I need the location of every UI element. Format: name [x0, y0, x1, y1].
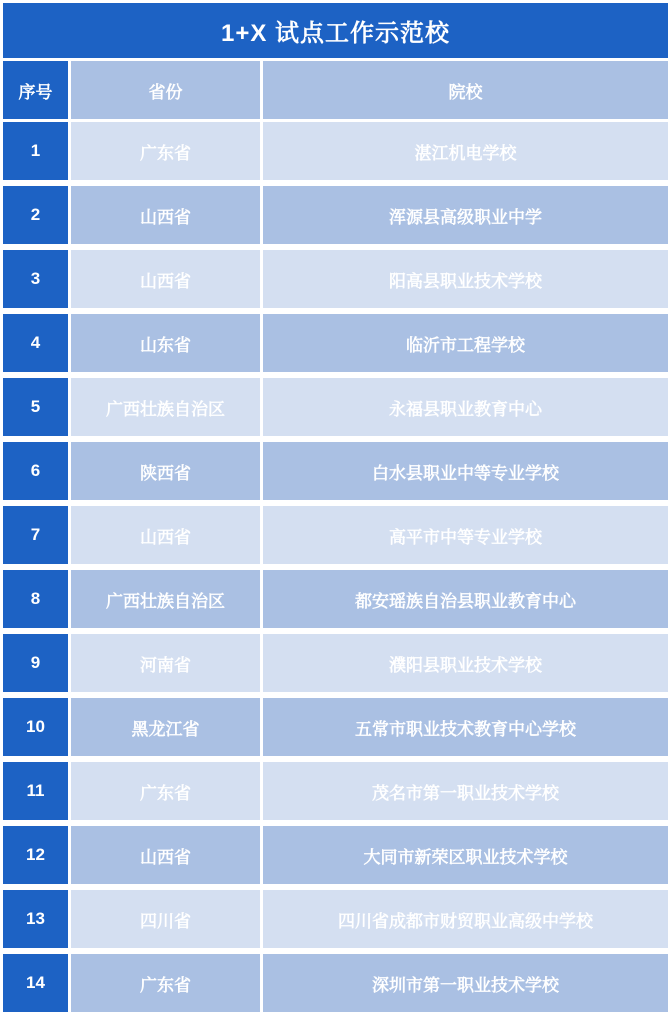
- row-school-cell: 白水县职业中等专业学校: [263, 442, 668, 500]
- row-province-cell: 山西省: [71, 506, 260, 564]
- row-index-cell: 3: [3, 250, 68, 308]
- row-school-cell: 永福县职业教育中心: [263, 378, 668, 436]
- row-index-cell: 12: [3, 826, 68, 884]
- row-school-cell: 五常市职业技术教育中心学校: [263, 698, 668, 756]
- row-index-cell: 10: [3, 698, 68, 756]
- row-province-cell: 黑龙江省: [71, 698, 260, 756]
- row-province-cell: 广西壮族自治区: [71, 378, 260, 436]
- page-title: 1+X 试点工作示范校: [3, 3, 668, 58]
- row-school-cell: 阳高县职业技术学校: [263, 250, 668, 308]
- row-index-cell: 13: [3, 890, 68, 948]
- row-index-cell: 6: [3, 442, 68, 500]
- row-province-cell: 山西省: [71, 250, 260, 308]
- row-index-cell: 9: [3, 634, 68, 692]
- row-school-cell: 湛江机电学校: [263, 122, 668, 180]
- row-school-cell: 高平市中等专业学校: [263, 506, 668, 564]
- row-index-cell: 4: [3, 314, 68, 372]
- row-school-cell: 大同市新荣区职业技术学校: [263, 826, 668, 884]
- row-province-cell: 山西省: [71, 826, 260, 884]
- row-index-cell: 8: [3, 570, 68, 628]
- table-header-row: [3, 61, 668, 119]
- row-index-cell: 5: [3, 378, 68, 436]
- row-index-cell: 11: [3, 762, 68, 820]
- row-province-cell: 河南省: [71, 634, 260, 692]
- row-index-cell: 7: [3, 506, 68, 564]
- row-province-cell: 山西省: [71, 186, 260, 244]
- row-school-cell: 濮阳县职业技术学校: [263, 634, 668, 692]
- row-province-cell: 广东省: [71, 122, 260, 180]
- row-school-cell: 四川省成都市财贸职业高级中学校: [263, 890, 668, 948]
- row-school-cell: 深圳市第一职业技术学校: [263, 954, 668, 1012]
- row-school-cell: 茂名市第一职业技术学校: [263, 762, 668, 820]
- row-school-cell: 浑源县高级职业中学: [263, 186, 668, 244]
- row-province-cell: 广西壮族自治区: [71, 570, 260, 628]
- row-province-cell: 四川省: [71, 890, 260, 948]
- header-index: 序号: [3, 61, 68, 119]
- row-province-cell: 山东省: [71, 314, 260, 372]
- header-province: 省份: [71, 61, 260, 119]
- row-index-cell: 1: [3, 122, 68, 180]
- row-index-cell: 14: [3, 954, 68, 1012]
- table-body: [3, 122, 668, 1015]
- row-school-cell: 临沂市工程学校: [263, 314, 668, 372]
- header-school: 院校: [263, 61, 668, 119]
- row-index-cell: 2: [3, 186, 68, 244]
- row-province-cell: 广东省: [71, 954, 260, 1012]
- row-province-cell: 广东省: [71, 762, 260, 820]
- row-province-cell: 陕西省: [71, 442, 260, 500]
- row-school-cell: 都安瑶族自治县职业教育中心: [263, 570, 668, 628]
